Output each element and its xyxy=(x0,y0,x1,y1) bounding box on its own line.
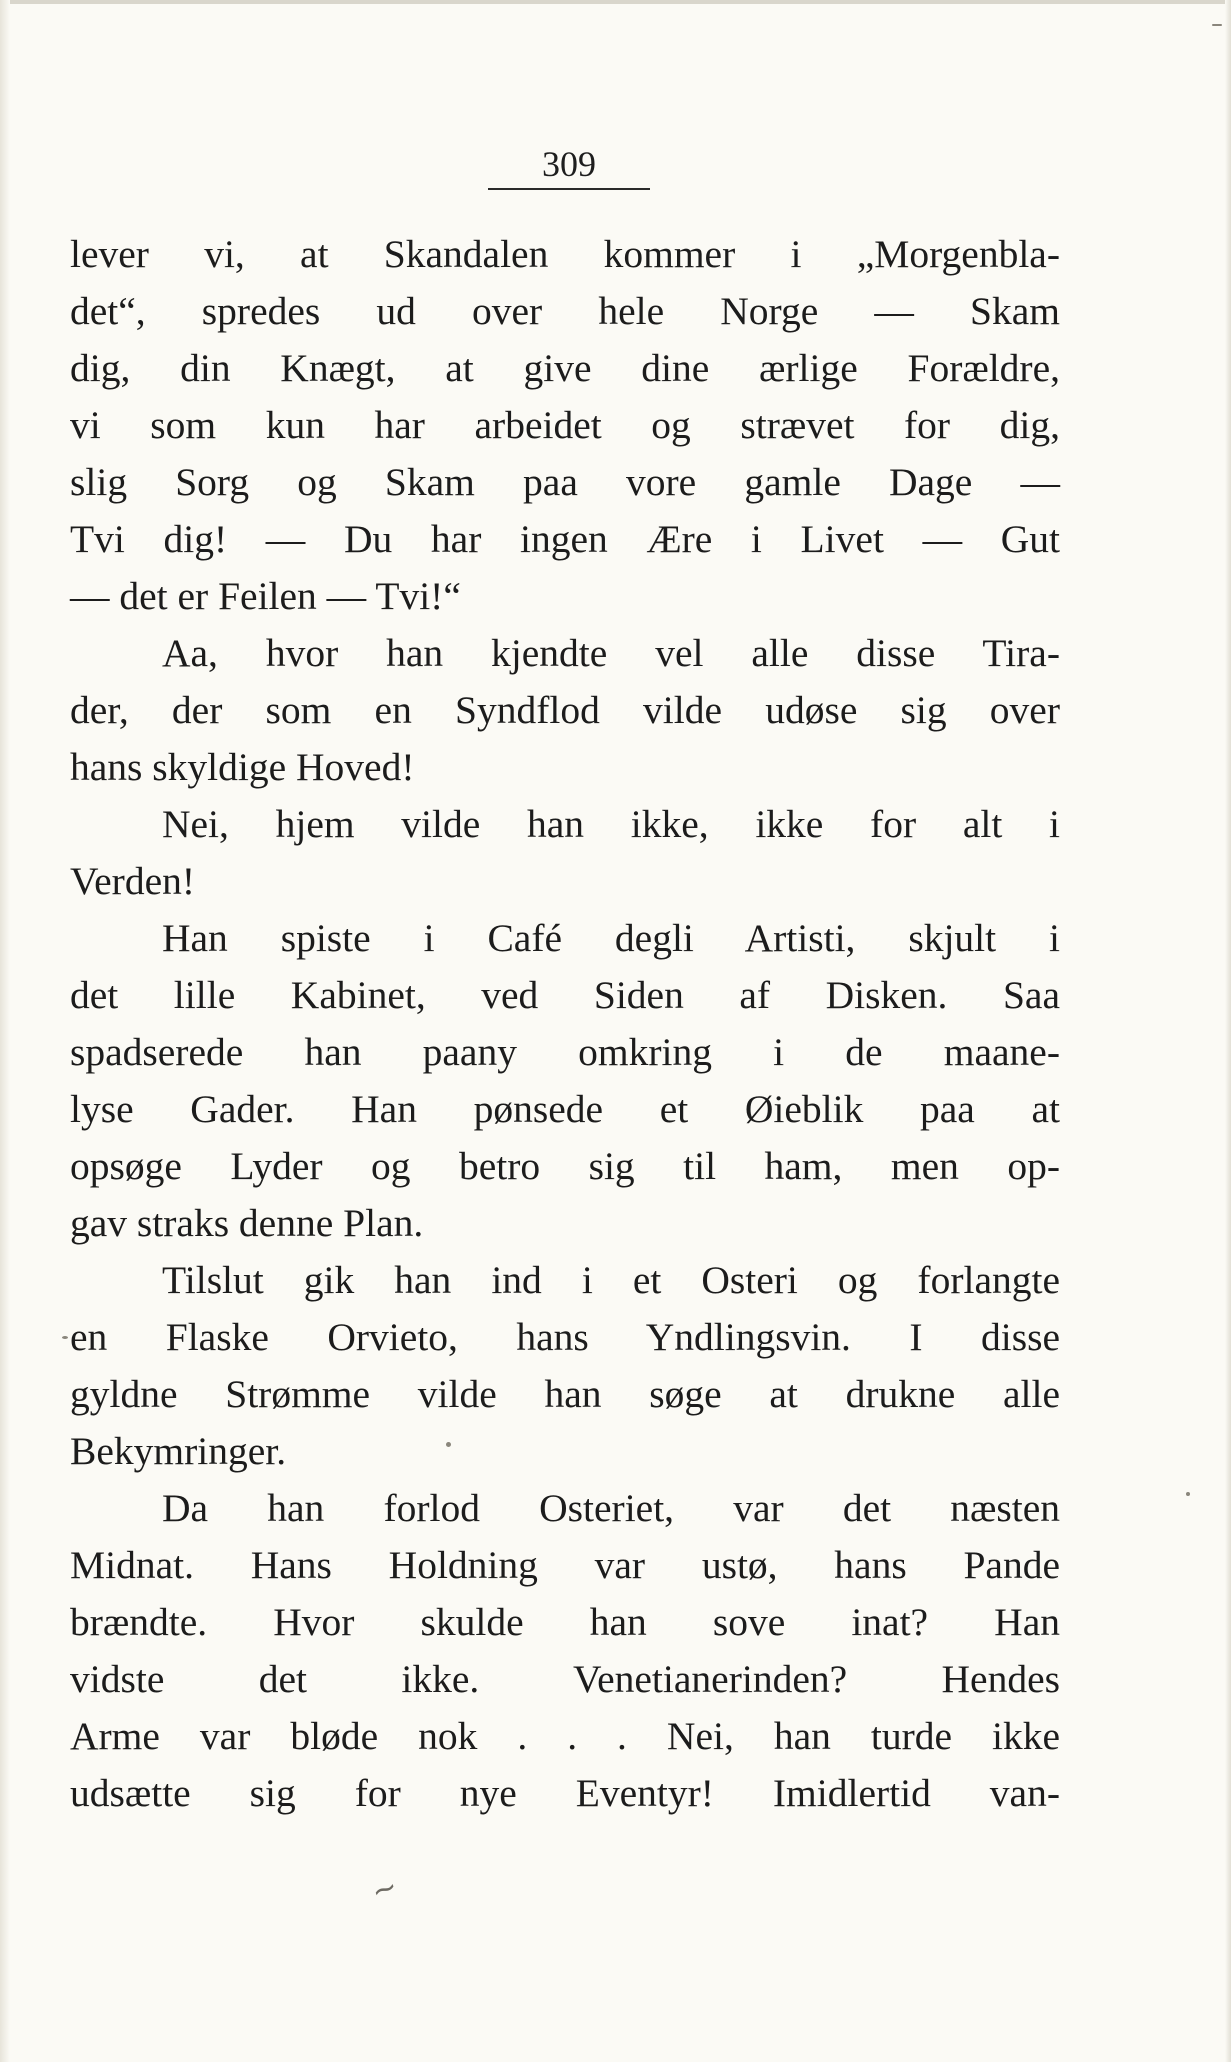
text-line: vidste det ikke. Venetianerinden? Hendes xyxy=(70,1657,1060,1701)
text-line: Da han forlod Osteriet, var det næsten xyxy=(162,1486,1060,1530)
text-line: udsætte sig for nye Eventyr! Imidlertid van- xyxy=(70,1771,1060,1815)
text-line: Verden! xyxy=(70,859,196,903)
paper-speck xyxy=(62,1336,68,1339)
paper-speck xyxy=(446,1442,451,1447)
text-line: Tvi dig! — Du har ingen Ære i Livet — Gut xyxy=(70,517,1060,561)
text-line: gav straks denne Plan. xyxy=(70,1201,424,1245)
text-line: brændte. Hvor skulde han sove inat? Han xyxy=(70,1600,1060,1644)
text-line: slig Sorg og Skam paa vore gamle Dage — xyxy=(70,460,1060,504)
text-line: spadserede han paany omkring i de maane- xyxy=(70,1030,1060,1074)
text-line: vi som kun har arbeidet og strævet for dig, xyxy=(70,403,1060,447)
text-line: det“, spredes ud over hele Norge — Skam xyxy=(70,289,1060,333)
text-line: opsøge Lyder og betro sig til ham, men op- xyxy=(70,1144,1060,1188)
body-text xyxy=(70,226,1060,1822)
text-line: Tilslut gik han ind i et Osteri og forlangte xyxy=(162,1258,1060,1302)
text-line: Midnat. Hans Holdning var ustø, hans Pande xyxy=(70,1543,1060,1587)
text-line: gyldne Strømme vilde han søge at drukne alle xyxy=(70,1372,1060,1416)
text-line: — det er Feilen — Tvi!“ xyxy=(70,574,461,618)
text-line: Han spiste i Café degli Artisti, skjult i xyxy=(162,916,1060,960)
text-line: lever vi, at Skandalen kommer i „Morgenbla- xyxy=(70,232,1060,276)
text-line: dig, din Knægt, at give dine ærlige Forældre, xyxy=(70,346,1060,390)
page-number: 309 xyxy=(488,142,650,190)
text-line: lyse Gader. Han pønsede et Øieblik paa at xyxy=(70,1087,1060,1131)
text-line: en Flaske Orvieto, hans Yndlingsvin. I disse xyxy=(70,1315,1060,1359)
text-line: hans skyldige Hoved! xyxy=(70,745,415,789)
paper-speck xyxy=(1212,24,1222,26)
text-line: Arme var bløde nok . . . Nei, han turde ikke xyxy=(70,1714,1060,1758)
text-line: Nei, hjem vilde han ikke, ikke for alt i xyxy=(162,802,1060,846)
text-line: der, der som en Syndflod vilde udøse sig over xyxy=(70,688,1060,732)
page-top-edge xyxy=(0,0,1231,4)
pencil-mark: ~ xyxy=(366,1868,403,1911)
page-left-edge xyxy=(0,0,10,2062)
paper-speck xyxy=(1186,1492,1190,1496)
text-line: det lille Kabinet, ved Siden af Disken. Saa xyxy=(70,973,1060,1017)
text-line: Bekymringer. xyxy=(70,1429,287,1473)
text-line: Aa, hvor han kjendte vel alle disse Tira- xyxy=(162,631,1060,675)
page-right-edge xyxy=(1225,0,1231,2062)
